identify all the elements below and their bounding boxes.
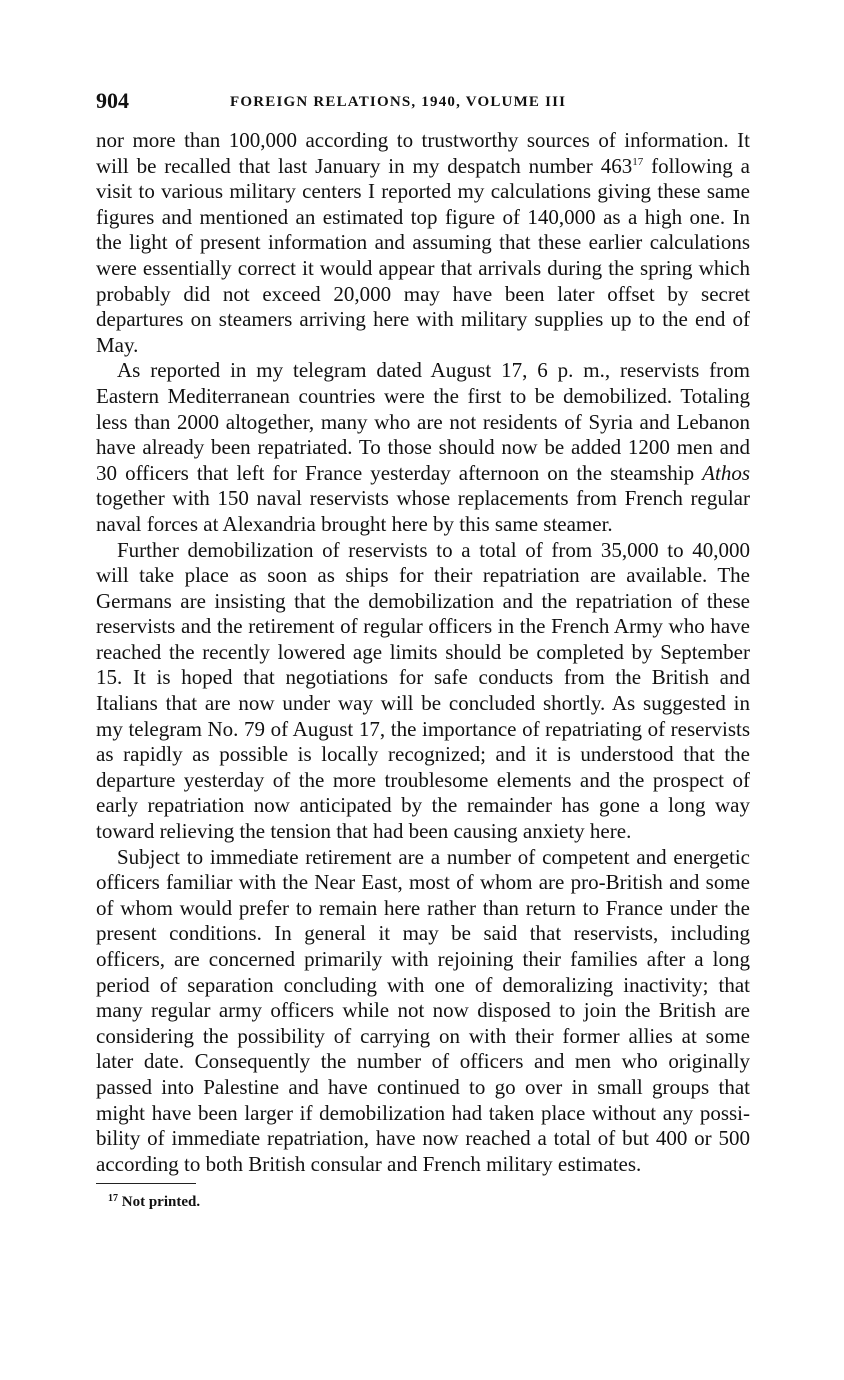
footnote <box>108 1194 750 1211</box>
paragraph-2-part-b: together with 150 naval reservists whose replacements from French regular naval forces at Alexandria brought here by this same steamer. <box>96 486 750 536</box>
footnote-text: Not printed. <box>118 1194 201 1211</box>
ship-name: Athos <box>702 460 750 485</box>
paragraph-3: Further demobilization of reservists to a total of from 35,000 to 40,000 will take place as soon as ships for their repatriation are available. The Germans are insisting that the demobilization and the repatriation of these reservists and the retirement of regular officers in the French Army who have reached the recently lowered age limits should be completed by September 15. It is hoped that negotiations for safe conducts from the British and Italians that are now under way will be concluded shortly. As suggested in my telegram No. 79 of August 17, the importance of repatriating of reservists as rapidly as possible is locally recognized; and it is understood that the departure yesterday of the more troublesome elements and the prospect of early repatriation now anticipated by the remainder has gone a long way toward relieving the tension that had been causing anxiety here. <box>96 537 750 844</box>
body-text <box>96 128 750 1177</box>
paragraph-1-part-a: nor more than 100,000 according to trustworthy sources of information. It will be recalled that last January in my despatch number 463 <box>96 128 750 178</box>
page-header <box>96 88 750 128</box>
paragraph-1 <box>96 128 750 358</box>
running-head: FOREIGN RELATIONS, 1940, VOLUME III <box>230 94 567 110</box>
footnote-reference: 17 <box>632 155 644 168</box>
page-number: 904 <box>96 88 129 113</box>
footnote-divider <box>96 1183 196 1184</box>
paragraph-1-part-b: following a visit to various military centers I reported my calculations giving these same figures and mentioned an estimated top figure of 140,000 as a high one. In the light of present information and assuming that these earlier calculations were essentially correct it would appear that arrivals during the spring which probably did not exceed 20,000 may have been later offset by secret departures on steamers arriving here with military supplies up to the end of May. <box>96 153 751 357</box>
paragraph-4: Subject to immediate retirement are a number of competent and energetic officers familiar with the Near East, most of whom are pro-British and some of whom would prefer to remain here rather than return to France under the present conditions. In general it may be said that reservists, including officers, are concerned primarily with rejoining their families after a long period of separation concluding with one of demoralizing inactivity; that many regular army officers while not now disposed to join the British are considering the possibility of carrying on with their former allies at some later date. Consequently the number of officers and men who originally passed into Palestine and have continued to go over in small groups that might have been larger if demobilization had taken place without any possibility of immediate repatriation, have now reached a total of but 400 or 500 according to both British consular and French military estimates. <box>96 844 750 1176</box>
document-page <box>96 88 750 1211</box>
paragraph-2 <box>96 358 750 537</box>
paragraph-2-part-a: As reported in my telegram dated August 17, 6 p. m., reservists from Eastern Mediterranean countries were the first to be demobilized. Totaling less than 2000 altogether, many who are not residents of Syria and Lebanon have already been repatriated. To those should now be added 1200 men and 30 officers that left for France yesterday afternoon on the steamship <box>96 358 750 485</box>
footnote-marker: 17 <box>108 1193 118 1205</box>
